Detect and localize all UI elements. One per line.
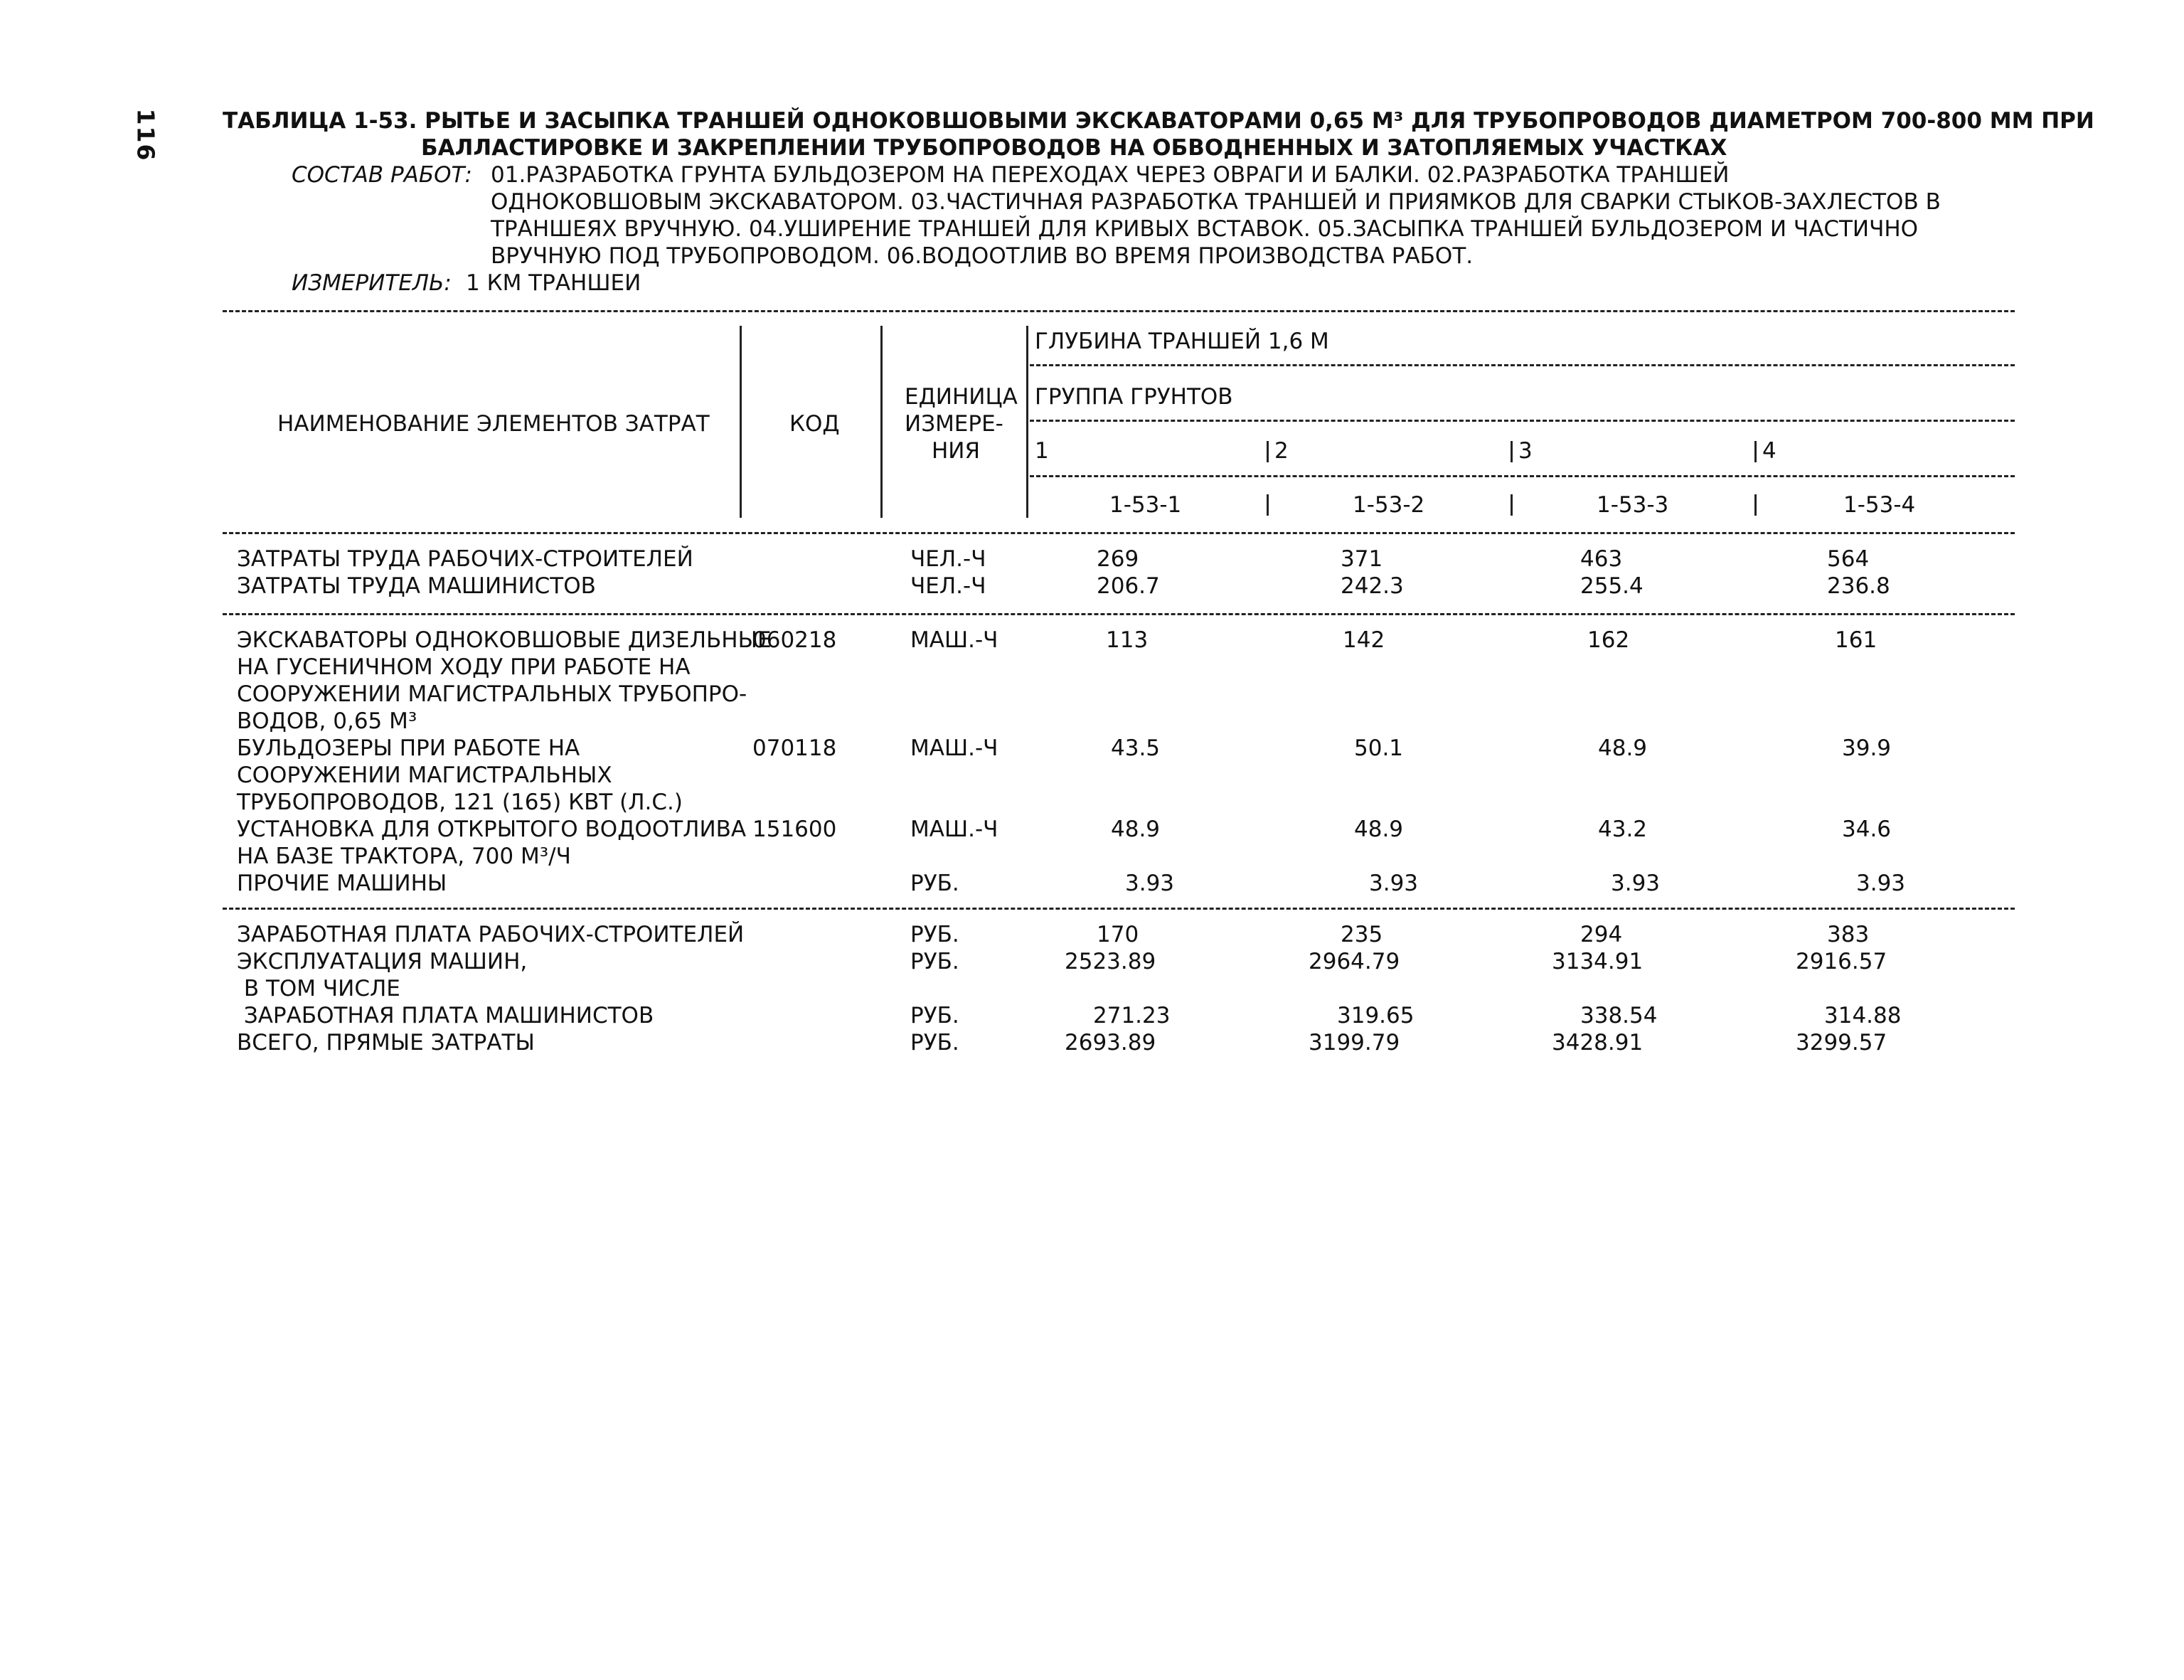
row-unit: РУБ. <box>910 949 959 974</box>
header-unit-column: ЕДИНИЦА <box>905 384 1018 410</box>
row-value: 463 <box>1580 546 1623 572</box>
row-name: ВСЕГО, ПРЯМЫЕ ЗАТРАТЫ <box>237 1030 535 1056</box>
composition-line: ВРУЧНУЮ ПОД ТРУБОПРОВОДОМ. 06.ВОДООТЛИВ ВО ВРЕМЯ ПРОИЗВОДСТВА РАБОТ. <box>491 243 1474 269</box>
header-separator <box>880 326 883 518</box>
row-value: 242.3 <box>1341 573 1404 599</box>
header-rule <box>1030 364 2015 366</box>
row-value: 383 <box>1827 922 1870 947</box>
row-value: 3199.79 <box>1309 1030 1400 1056</box>
row-name: ЗАТРАТЫ ТРУДА МАШИНИСТОВ <box>237 573 596 599</box>
row-name: ЗАРАБОТНАЯ ПЛАТА РАБОЧИХ-СТРОИТЕЛЕЙ <box>237 922 745 947</box>
row-value: 3.93 <box>1856 871 1906 896</box>
header-separator <box>740 326 742 518</box>
row-name: БУЛЬДОЗЕРЫ ПРИ РАБОТЕ НА <box>237 735 580 761</box>
row-code: 151600 <box>752 817 837 842</box>
row-value: 319.65 <box>1337 1003 1415 1028</box>
row-value: 2964.79 <box>1309 949 1400 974</box>
row-unit: РУБ. <box>910 871 959 896</box>
row-value: 3.93 <box>1611 871 1661 896</box>
row-value: 314.88 <box>1824 1003 1902 1028</box>
row-value: 50.1 <box>1354 735 1404 761</box>
header-rule <box>1030 420 2015 422</box>
composition-line: ТРАНШЕЯХ ВРУЧНУЮ. 04.УШИРЕНИЕ ТРАНШЕЙ ДЛЯ КРИВЫХ ВСТАВОК. 05.ЗАСЫПКА ТРАНШЕЙ БУЛЬДОЗЕРОМ И ЧАСТИЧНО <box>491 216 1919 242</box>
section-rule <box>223 613 2015 615</box>
header-unit-column: НИЯ <box>932 438 981 464</box>
row-name: ВОДОВ, 0,65 М³ <box>237 708 417 734</box>
row-value: 39.9 <box>1842 735 1892 761</box>
row-name: УСТАНОВКА ДЛЯ ОТКРЫТОГО ВОДООТЛИВА <box>237 817 747 842</box>
row-code: 070118 <box>752 735 837 761</box>
header-separator <box>1754 441 1757 462</box>
row-unit: РУБ. <box>910 1030 959 1056</box>
header-depth: ГЛУБИНА ТРАНШЕЙ 1,6 М <box>1035 329 1329 354</box>
header-unit-column: ИЗМЕРЕ- <box>905 411 1003 437</box>
table-title-line-1: ТАБЛИЦА 1-53. РЫТЬЕ И ЗАСЫПКА ТРАНШЕЙ ОДНОКОВШОВЫМИ ЭКСКАВАТОРАМИ 0,65 М³ ДЛЯ ТРУБОПРОВОДОВ ДИАМЕТРОМ 700-800 ММ ПРИ <box>223 108 2094 134</box>
row-name: ПРОЧИЕ МАШИНЫ <box>237 871 447 896</box>
header-group-2: 2 <box>1274 438 1289 464</box>
row-value: 3428.91 <box>1552 1030 1644 1056</box>
header-code-column: КОД <box>789 411 840 437</box>
row-value: 162 <box>1587 627 1630 653</box>
row-value: 271.23 <box>1093 1003 1171 1028</box>
row-value: 170 <box>1097 922 1139 947</box>
row-name: ЭКСПЛУАТАЦИЯ МАШИН, <box>237 949 528 974</box>
row-value: 3299.57 <box>1796 1030 1887 1056</box>
row-name: ЭКСКАВАТОРЫ ОДНОКОВШОВЫЕ ДИЗЕЛЬНЫЕ <box>237 627 772 653</box>
row-value: 3134.91 <box>1552 949 1644 974</box>
composition-line: 01.РАЗРАБОТКА ГРУНТА БУЛЬДОЗЕРОМ НА ПЕРЕХОДАХ ЧЕРЕЗ ОВРАГИ И БАЛКИ. 02.РАЗРАБОТКА ТРАНШЕЙ <box>491 162 1730 188</box>
row-unit: МАШ.-Ч <box>910 735 998 761</box>
row-value: 2916.57 <box>1796 949 1887 974</box>
composition-label: СОСТАВ РАБОТ: <box>292 162 472 188</box>
measure-label: ИЗМЕРИТЕЛЬ: <box>292 270 452 296</box>
row-value: 255.4 <box>1580 573 1644 599</box>
row-code: 060218 <box>752 627 837 653</box>
row-value: 564 <box>1827 546 1870 572</box>
row-value: 338.54 <box>1580 1003 1658 1028</box>
row-name: НА ГУСЕНИЧНОМ ХОДУ ПРИ РАБОТЕ НА <box>237 654 691 680</box>
row-value: 48.9 <box>1111 817 1161 842</box>
header-soil-group: ГРУППА ГРУНТОВ <box>1035 384 1233 410</box>
row-value: 3.93 <box>1125 871 1175 896</box>
header-separator <box>1511 441 1513 462</box>
row-value: 142 <box>1343 627 1385 653</box>
header-code-1-53-4: 1-53-4 <box>1843 492 1916 518</box>
header-name-column: НАИМЕНОВАНИЕ ЭЛЕМЕНТОВ ЗАТРАТ <box>277 411 710 437</box>
row-value: 48.9 <box>1354 817 1404 842</box>
row-value: 294 <box>1580 922 1623 947</box>
table-top-rule <box>223 310 2015 312</box>
row-unit: РУБ. <box>910 922 959 947</box>
header-separator <box>1511 494 1513 516</box>
section-rule <box>223 908 2015 910</box>
row-name: В ТОМ ЧИСЛЕ <box>237 976 400 1001</box>
header-separator <box>1267 494 1269 516</box>
row-value: 43.5 <box>1111 735 1161 761</box>
row-unit: МАШ.-Ч <box>910 817 998 842</box>
header-group-1: 1 <box>1035 438 1049 464</box>
row-unit: ЧЕЛ.-Ч <box>910 546 986 572</box>
header-group-3: 3 <box>1518 438 1533 464</box>
header-separator <box>1026 326 1028 518</box>
row-value: 2523.89 <box>1065 949 1156 974</box>
row-name: СООРУЖЕНИИ МАГИСТРАЛЬНЫХ ТРУБОПРО- <box>237 681 747 707</box>
table-title-line-2: БАЛЛАСТИРОВКЕ И ЗАКРЕПЛЕНИИ ТРУБОПРОВОДОВ НА ОБВОДНЕННЫХ И ЗАТОПЛЯЕМЫХ УЧАСТКАХ <box>421 135 1727 161</box>
header-code-1-53-3: 1-53-3 <box>1597 492 1669 518</box>
header-bottom-rule <box>223 532 2015 534</box>
row-value: 161 <box>1835 627 1877 653</box>
row-value: 235 <box>1341 922 1383 947</box>
row-value: 113 <box>1106 627 1149 653</box>
row-unit: МАШ.-Ч <box>910 627 998 653</box>
row-value: 3.93 <box>1369 871 1419 896</box>
header-separator <box>1267 441 1269 462</box>
header-code-1-53-2: 1-53-2 <box>1353 492 1425 518</box>
row-name: ТРУБОПРОВОДОВ, 121 (165) КВТ (Л.С.) <box>237 790 683 815</box>
header-rule <box>1030 475 2015 477</box>
row-value: 48.9 <box>1598 735 1648 761</box>
row-value: 206.7 <box>1097 573 1160 599</box>
row-name: СООРУЖЕНИИ МАГИСТРАЛЬНЫХ <box>237 762 612 788</box>
row-value: 43.2 <box>1598 817 1648 842</box>
header-separator <box>1754 494 1757 516</box>
row-name: ЗАТРАТЫ ТРУДА РАБОЧИХ-СТРОИТЕЛЕЙ <box>237 546 693 572</box>
row-value: 34.6 <box>1842 817 1892 842</box>
row-value: 371 <box>1341 546 1383 572</box>
row-unit: ЧЕЛ.-Ч <box>910 573 986 599</box>
row-name: ЗАРАБОТНАЯ ПЛАТА МАШИНИСТОВ <box>237 1003 654 1028</box>
header-code-1-53-1: 1-53-1 <box>1109 492 1182 518</box>
page-number: 116 <box>132 108 160 162</box>
header-group-4: 4 <box>1762 438 1777 464</box>
row-value: 269 <box>1097 546 1139 572</box>
composition-line: ОДНОКОВШОВЫМ ЭКСКАВАТОРОМ. 03.ЧАСТИЧНАЯ РАЗРАБОТКА ТРАНШЕЙ И ПРИЯМКОВ ДЛЯ СВАРКИ СТЫКОВ-ЗАХЛЕСТОВ В <box>491 189 1941 215</box>
row-unit: РУБ. <box>910 1003 959 1028</box>
measure-value: 1 КМ ТРАНШЕИ <box>466 270 641 296</box>
row-value: 236.8 <box>1827 573 1890 599</box>
row-name: НА БАЗЕ ТРАКТОРА, 700 М³/Ч <box>237 844 571 869</box>
row-value: 2693.89 <box>1065 1030 1156 1056</box>
